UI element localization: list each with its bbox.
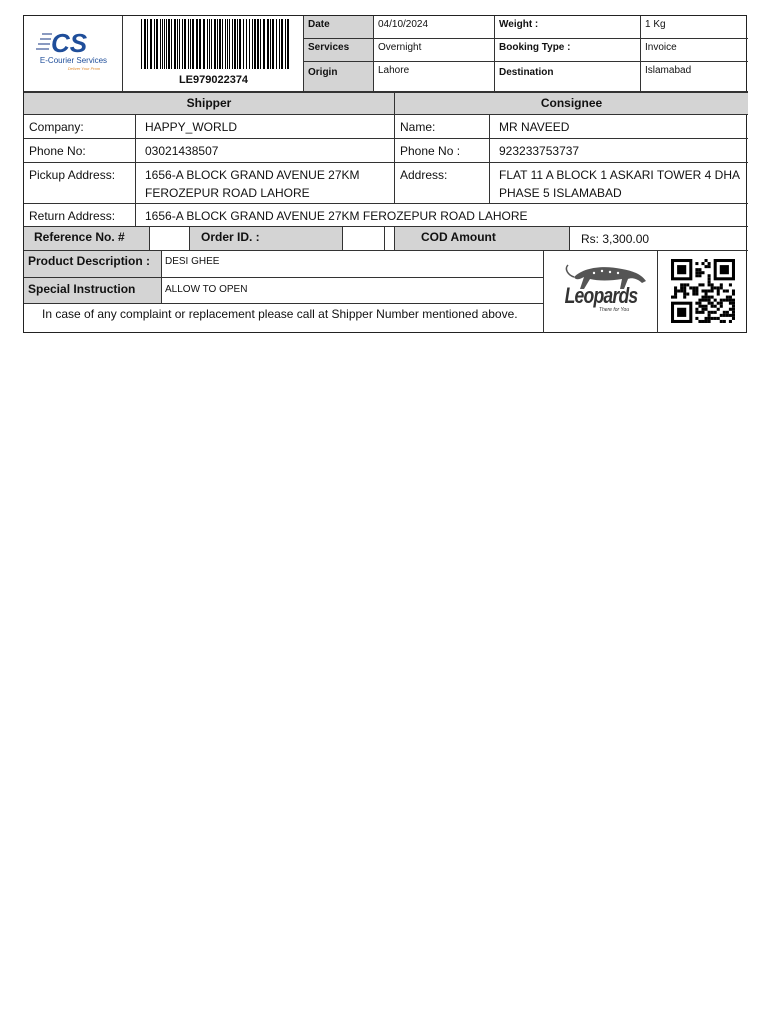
- origin-label: Origin: [304, 62, 374, 92]
- shipper-phone-label: Phone No:: [24, 139, 136, 163]
- logo-cell: [24, 16, 123, 92]
- product-description-label: Product Description :: [24, 251, 162, 278]
- destination-label: Destination: [495, 62, 641, 92]
- return-address-label: Return Address:: [24, 204, 136, 227]
- reference-value: [150, 227, 190, 251]
- pickup-address-label: Pickup Address:: [24, 163, 136, 204]
- special-instruction-value: ALLOW TO OPEN: [162, 278, 544, 304]
- cod-amount-label: COD Amount: [395, 227, 570, 251]
- cod-amount-value: Rs: 3,300.00: [570, 227, 748, 251]
- date-label: Date: [304, 16, 374, 39]
- weight-value: 1 Kg: [641, 16, 748, 39]
- order-id-value: [343, 227, 385, 251]
- company-value: HAPPY_WORLD: [136, 115, 395, 139]
- carrier-tagline: There for You: [598, 307, 630, 313]
- svg-text:CS: CS: [51, 28, 88, 58]
- qr-code-cell: [658, 251, 748, 333]
- consignee-address-line-2: PHASE 5 ISLAMABAD: [499, 186, 622, 200]
- consignee-address-value: [490, 163, 748, 204]
- weight-label: Weight :: [495, 16, 641, 39]
- complaint-notice: In case of any complaint or replacement please call at Shipper Number mentioned above.: [24, 304, 544, 333]
- pickup-address-value: [136, 163, 395, 204]
- services-value: Overnight: [374, 39, 495, 62]
- logo-sub: Deliver Your Prom: [67, 66, 101, 71]
- consignee-name-value: MR NAVEED: [490, 115, 748, 139]
- barcode: [123, 16, 304, 72]
- product-description-value: DESI GHEE: [162, 251, 544, 278]
- consignee-header: Consignee: [395, 92, 748, 115]
- booking-type-label: Booking Type :: [495, 39, 641, 62]
- carrier-logo-cell: [544, 251, 658, 333]
- order-id-label: Order ID. :: [190, 227, 343, 251]
- consignee-phone-value: 923233753737: [490, 139, 748, 163]
- booking-type-value: Invoice: [641, 39, 748, 62]
- pickup-address-line-1: 1656-A BLOCK GRAND AVENUE 27KM: [145, 168, 360, 182]
- shipper-phone-value: 03021438507: [136, 139, 395, 163]
- origin-value: Lahore: [374, 62, 495, 92]
- destination-value: Islamabad: [641, 62, 748, 92]
- logo-tagline: E-Courier Services: [39, 56, 108, 65]
- reference-label: Reference No. #: [24, 227, 150, 251]
- shipping-label: [23, 15, 747, 333]
- consignee-phone-label: Phone No :: [395, 139, 490, 163]
- consignee-name-label: Name:: [395, 115, 490, 139]
- special-instruction-label: Special Instruction: [24, 278, 162, 304]
- tracking-number: LE979022374: [178, 74, 249, 86]
- carrier-name: Leopards: [564, 283, 638, 308]
- pickup-address-line-2: FEROZEPUR ROAD LAHORE: [145, 186, 310, 200]
- qr-code: [671, 259, 735, 323]
- spacer-cell: [385, 227, 395, 251]
- consignee-address-line-1: FLAT 11 A BLOCK 1 ASKARI TOWER 4 DHA: [499, 168, 740, 182]
- barcode-cell: [123, 16, 304, 92]
- company-label: Company:: [24, 115, 136, 139]
- ecs-logo: [24, 16, 123, 92]
- consignee-address-label: Address:: [395, 163, 490, 204]
- shipper-header: Shipper: [24, 92, 395, 115]
- date-value: 04/10/2024: [374, 16, 495, 39]
- return-address-value: 1656-A BLOCK GRAND AVENUE 27KM FEROZEPUR ROAD LAHORE: [136, 204, 748, 227]
- services-label: Services: [304, 39, 374, 62]
